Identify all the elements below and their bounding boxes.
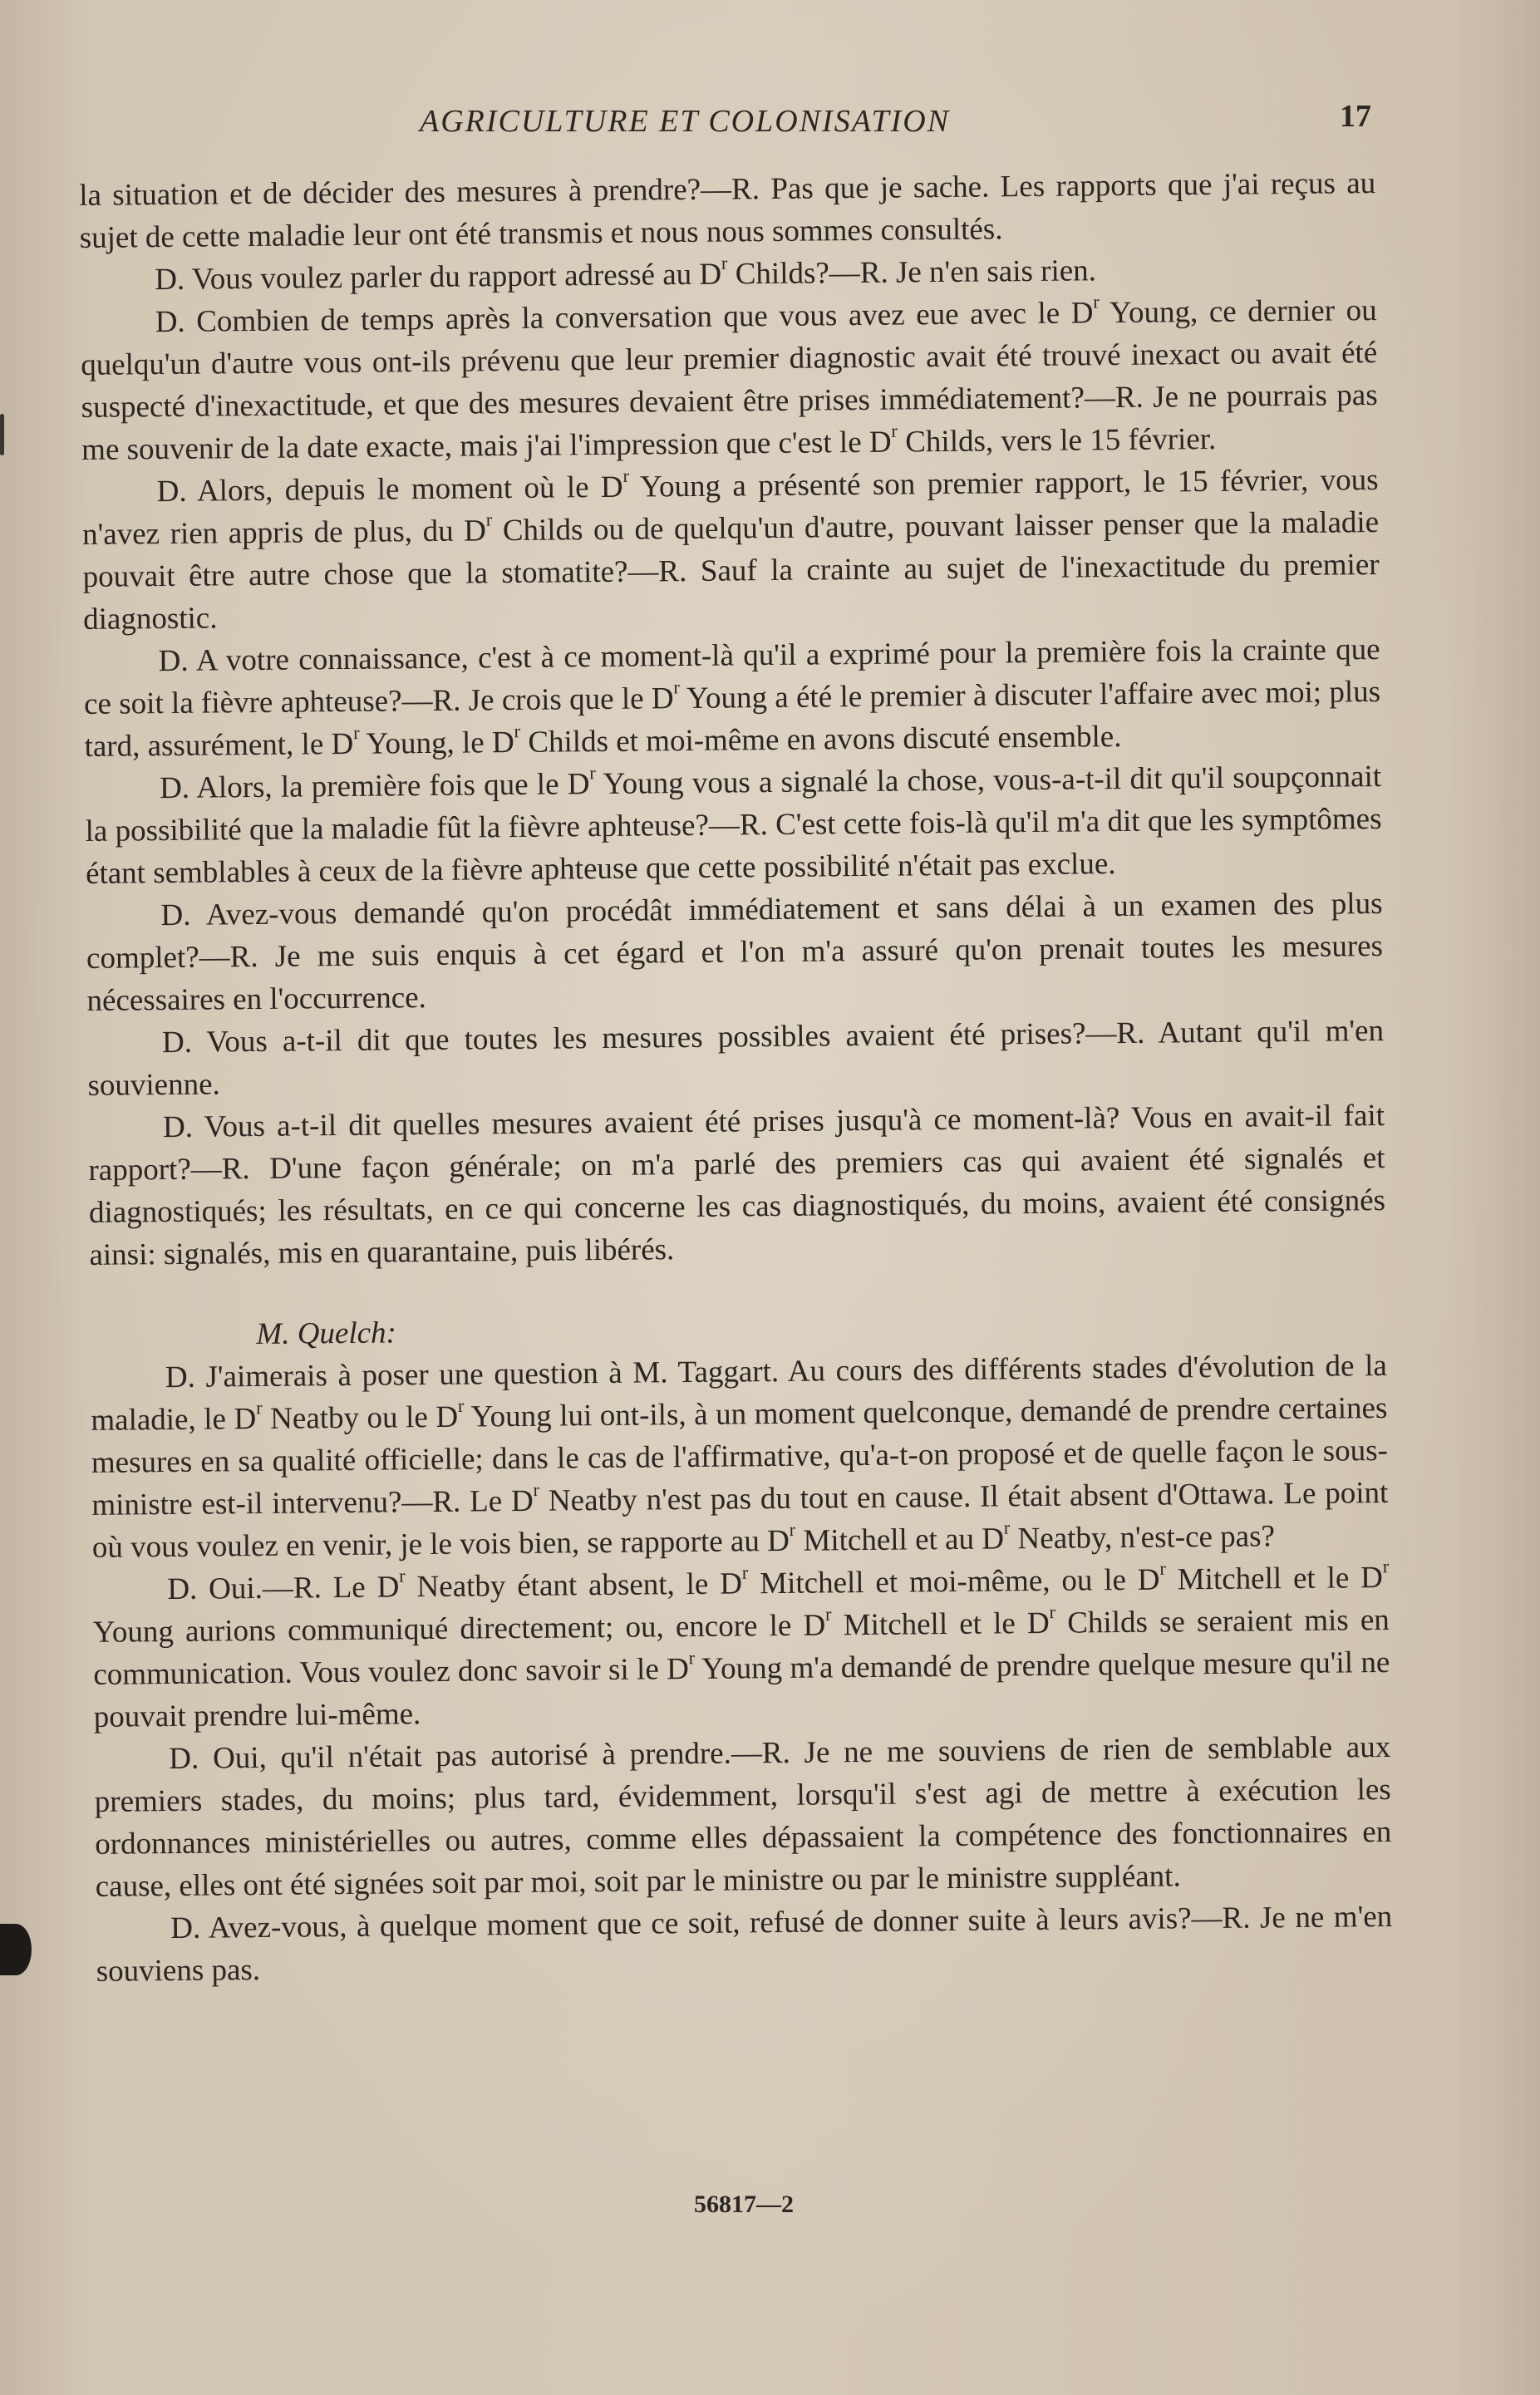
- printer-signature: 56817—2: [694, 2191, 794, 2218]
- paragraph: D. Avez-vous demandé qu'on procédât immédiatement et sans délai à un examen des plus complet?—R. Je me suis enquis à cet égard et l'on m'a assuré qu'on prenait toutes les mesures nécessaires en l'occurrence.: [86, 886, 1384, 1018]
- paragraph: D. Vous a-t-il dit que toutes les mesures possibles avaient été prises?—R. Autant qu'il m'en souvienne.: [87, 1013, 1385, 1103]
- paragraph: D. Vous voulez parler du rapport adressé au $D^r$ Childs?—R. Je n'en sais rien.: [155, 252, 1097, 298]
- paragraph: D. Alors, depuis le moment où le $D^r$ Young a présenté son premier rapport, le 15 février, vous n'avez rien appris de plus, du $D^r$ Childs ou de quelqu'un d'autre, pouvant laisser penser que la maladie pouvait être autre chose que la stomatite?—R. Sauf la crainte au sujet de l'inexactitude du premier diagnostic.: [81, 463, 1380, 637]
- paragraph: D. J'aimerais à poser une question à M. Taggart. Au cours des différents stades d'évolution de la maladie, le $D^r$ Neatby ou le $D^r$ Young lui ont-ils, à un moment quelconque, demandé de prendre certaines mesures en sa qualité officielle; dans le cas de l'affirmative, qu'a-t-on proposé et de quelle façon le sous-ministre est-il intervenu?—R. Le $D^r$ Neatby n'est pas du tout en cause. Il était absent d'Ottawa. Le point où vous voulez en venir, je le vois bien, se rapporte au $D^r$ Mitchell et au $D^r$ Neatby, n'est-ce pas?: [91, 1348, 1389, 1565]
- paragraph: D. Vous a-t-il dit quelles mesures avaient été prises jusqu'à ce moment-là? Vous en avait-il fait rapport?—R. D'une façon générale; on m'a parlé des premiers cas qui avaient été signalés et diagnostiqués; les résultats, en ce qui concerne les cas diagnostiqués, du moins, avaient été consignés ainsi: signalés, mis en quarantaine, puis libérés.: [88, 1098, 1386, 1272]
- paragraph: D. A votre connaissance, c'est à ce moment-là qu'il a exprimé pour la première fois la crainte que ce soit la fièvre aphteuse?—R. Je crois que le $D^r$ Young a été le premier à discuter l'affaire avec moi; plus tard, assurément, le $D^r$ Young, le $D^r$ Childs et moi-même en avons discuté ensemble.: [83, 632, 1381, 764]
- running-title: AGRICULTURE ET COLONISATION: [420, 104, 951, 139]
- paragraph: D. Avez-vous, à quelque moment que ce soit, refusé de donner suite à leurs avis?—R. Je ne m'en souviens pas.: [96, 1899, 1393, 1989]
- paragraph: D. Combien de temps après la conversation que vous avez eue avec le $D^r$ Young, ce dernier ou quelqu'un d'autre vous ont-ils prévenu que leur premier diagnostic avait été trouvé inexact ou avait été suspecté d'inexactitude, et que des mesures devaient être prises immédiatement?—R. Je ne pourrais pas me souvenir de la date exacte, mais j'ai l'impression que c'est le $D^r$ Childs, vers le 15 février.: [81, 291, 1378, 467]
- page-number: 17: [1340, 99, 1371, 134]
- paragraph: D. Oui.—R. Le $D^r$ Neatby étant absent, le $D^r$ Mitchell et moi-même, ou le $D^r$ Mitchell et le $D^r$ Young aurions communiqué directement; ou, encore le $D^r$ Mitchell et le $D^r$ Childs se seraient mis en communication. Vous voulez donc savoir si le $D^r$ Young m'a demandé de prendre quelque mesure qu'il ne pouvait prendre lui-même.: [92, 1556, 1390, 1734]
- page-header: [83, 98, 1371, 148]
- paragraph: la situation et de décider des mesures à prendre?—R. Pas que je sache. Les rapports que j'ai reçus au sujet de cette maladie leur ont été transmis et nous nous sommes consultés.: [79, 166, 1376, 255]
- body-text: [79, 162, 1393, 1993]
- speaker-name: M. Quelch:: [256, 1316, 397, 1352]
- paragraph: D. Oui, qu'il n'était pas autorisé à prendre.—R. Je ne me souviens de rien de semblable aux premiers stades, du moins; plus tard, évidemment, lorsqu'il s'est agi de mettre à exécution les ordonnances ministérielles ou autres, comme elles dépassaient la compétence des fonctionnaires en cause, elles ont été signées soit par moi, soit par le ministre ou par le ministre suppléant.: [94, 1729, 1392, 1904]
- binding-mark: [0, 414, 4, 455]
- binding-hole: [0, 1924, 32, 1975]
- paragraph: D. Alors, la première fois que le $D^r$ Young vous a signalé la chose, vous-a-t-il dit qu'il soupçonnait la possibilité que la maladie fût la fièvre aphteuse?—R. C'est cette fois-là qu'il m'a dit que les symptômes étant semblables à ceux de la fièvre aphteuse que cette possibilité n'était pas exclue.: [85, 759, 1382, 891]
